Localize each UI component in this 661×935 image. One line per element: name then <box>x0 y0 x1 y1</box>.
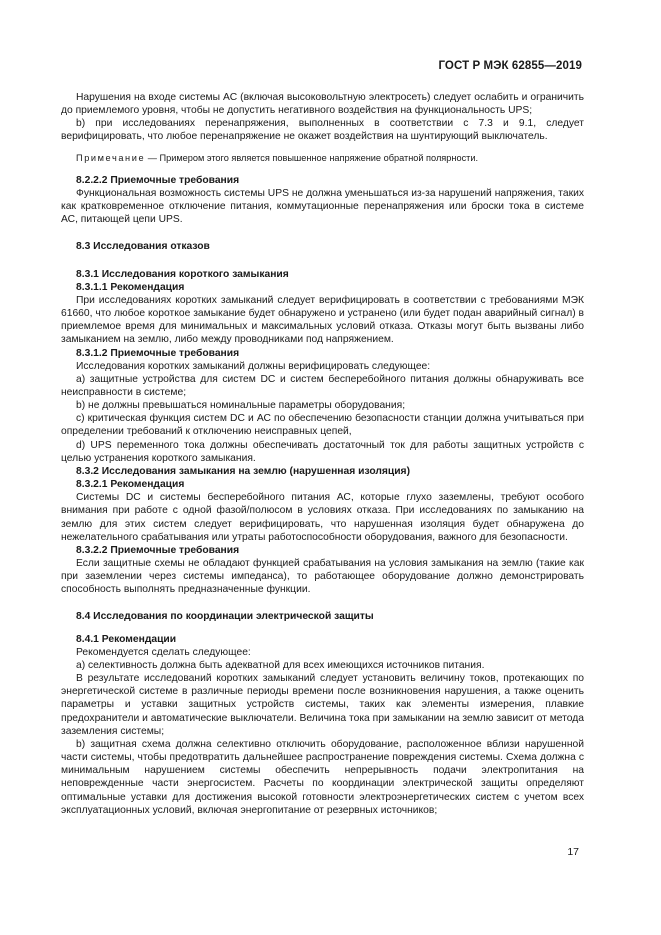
list-item: b) при исследованиях перенапряжения, выполненных в соответствии с 7.3 и 9.1, следует верифицировать, что любое перенапряжение не окажет воздействия на шунтирующий выключатель. <box>61 118 584 143</box>
section-heading: 8.3.1.2 Приемочные требования <box>76 347 240 359</box>
list-item: b) защитная схема должна селективно отключить оборудование, расположенное вблизи нарушенной части системы, чтобы предотвратить дальнейшее распространение повреждения системы. Схема должна с минимальным нарушением системы обеспечить непрерывность подачи электропитания на неповрежденные части энергосистем. Расчеты по координации электрической защиты определяют оптимальные уставки для достижения высокой готовности электроэнергетических систем с учетом всех эксплуатационных условий, включая энергопитание от резервных источников; <box>61 738 584 816</box>
section-heading: 8.2.2.2 Приемочные требования <box>76 174 240 186</box>
note-text: — Примером этого является повышенное напряжение обратной полярности. <box>145 152 479 163</box>
section-heading: 8.3.2.2 Приемочные требования <box>76 544 240 556</box>
paragraph: Исследования коротких замыканий должны верифицировать следующее: <box>76 360 431 372</box>
section-heading: 8.3.2 Исследования замыкания на землю (нарушенная изоляция) <box>76 465 410 477</box>
paragraph: Нарушения на входе системы АС (включая высоковольтную электросеть) следует ослабить и ограничить до приемлемого уровня, чтобы не допустить негативного воздействия на функциональность UPS; <box>61 92 584 117</box>
paragraph: Системы DC и системы бесперебойного питания АС, которые глухо заземлены, требуют особого внимания при работе с одной фазой/полюсом в условиях отказа. При исследованиях по замыканию на землю для этих систем следует верифицировать, что нарушенная изоляция будет обнаружена до нежелательного срабатывания или утраты работоспособности оборудования, важного для безопасности. <box>61 492 584 543</box>
paragraph: При исследованиях коротких замыканий следует верифицировать в соответствии с требованиями МЭК 61660, что любое короткое замыкание будет обнаружено и устранено (или будет подан аварийный сигнал) в приемлемое время для минимальных и максимальных условий отказа. Отказы могут быть вызваны либо замыканием на землю, либо между проводниками под напряжением. <box>61 294 584 346</box>
list-item: b) не должны превышаться номинальные параметры оборудования; <box>76 400 406 412</box>
list-item: c) критическая функция систем DC и АС по обеспечению безопасности станции должна учитываться при определении требований к отключению неисправных цепей, <box>61 413 584 438</box>
paragraph: Функциональная возможность системы UPS не должна уменьшаться из-за нарушений напряжения, таких как кратковременное отключение питания, коммутационные перенапряжения или броски тока в системе АС, питающей цепи UPS. <box>61 187 584 226</box>
section-heading: 8.3.2.1 Рекомендация <box>76 479 185 491</box>
paragraph: В результате исследований коротких замыканий следует установить величину токов, протекающих по энергетической системе в различные периоды времени после возникновения нарушения, а также оценить параметры и уставки защитных устройств системы, таких как элементы измерения, плавкие предохранители и автоматические выключатели. Величина тока при замыкании на землю зависит от метода заземления системы; <box>61 673 584 737</box>
list-item: a) защитные устройства для систем DC и систем бесперебойного питания должны обнаруживать все неисправности в системе; <box>61 373 584 398</box>
section-heading: 8.4 Исследования по координации электрической защиты <box>76 611 374 623</box>
list-item: a) селективность должна быть адекватной для всех имеющихся источников питания. <box>76 659 485 671</box>
note-label: Примечание <box>76 152 146 163</box>
document-standard-header: ГОСТ Р МЭК 62855—2019 <box>438 60 582 72</box>
note <box>61 152 584 165</box>
section-heading: 8.3 Исследования отказов <box>76 241 210 253</box>
document-body <box>61 91 584 817</box>
section-heading: 8.3.1 Исследования короткого замыкания <box>76 268 289 280</box>
section-heading: 8.3.1.1 Рекомендация <box>76 281 185 293</box>
page-number: 17 <box>567 846 579 858</box>
paragraph: Рекомендуется сделать следующее: <box>76 646 251 658</box>
section-heading: 8.4.1 Рекомендации <box>76 633 177 645</box>
paragraph: Если защитные схемы не обладают функцией срабатывания на условия замыкания на землю (такие как при заземлении через системы импеданса), то работающее оборудование должно демонстрировать способность выполнять предназначенные функции. <box>61 558 584 596</box>
list-item: d) UPS переменного тока должны обеспечивать достаточный ток для работы защитных устройств с целью устранения короткого замыкания. <box>61 439 584 464</box>
